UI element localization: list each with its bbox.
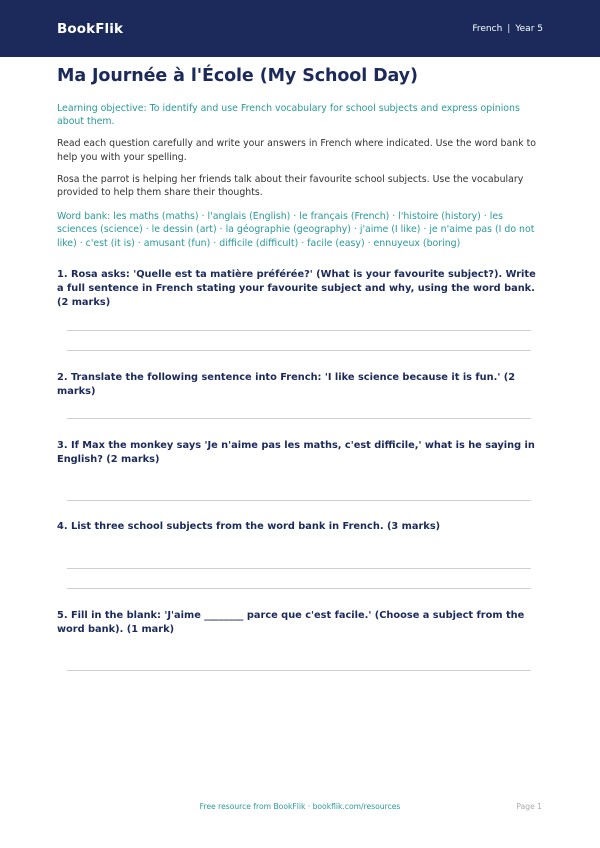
brand-logo: BookFlik (57, 20, 124, 37)
answer-line[interactable] (67, 330, 531, 331)
answer-line[interactable] (67, 670, 531, 671)
learning-objective: Learning objective: To identify and use French vocabulary for school subjects and express opinions about them. (57, 103, 520, 128)
footer-source-link[interactable]: Free resource from BookFlik · bookflik.com/resources (199, 802, 401, 811)
instructions-text: Read each question carefully and write your answers in French where indicated. Use the word bank to help you with your spelling. (57, 138, 536, 163)
question-3: 3. If Max the monkey says 'Je n'aime pas les maths, c'est difficile,' what is he saying in English? (2 marks) (57, 440, 535, 465)
answer-line[interactable] (67, 500, 531, 501)
answer-line[interactable] (67, 568, 531, 569)
context-text: Rosa the parrot is helping her friends talk about their favourite school subjects. Use the vocabulary provided to help them share their thoughts. (57, 173, 524, 199)
question-2: 2. Translate the following sentence into French: 'I like science because it is fun.' (2 marks) (57, 372, 516, 397)
page-header (0, 0, 600, 57)
question-1: 1. Rosa asks: 'Quelle est ta matière préférée?' (What is your favourite subject?). Write a full sentence in French stating your favourite subject and why, using the word bank. (2 marks) (57, 269, 536, 308)
worksheet-intro (57, 64, 543, 250)
page-number: Page 1 (516, 802, 542, 811)
page-footer (0, 802, 600, 816)
page-title: Ma Journée à l'École (My School Day) (57, 66, 418, 86)
answer-line[interactable] (67, 588, 531, 589)
answer-line[interactable] (67, 418, 531, 419)
word-bank: Word bank: les maths (maths) · l'anglais (English) · le français (French) · l'histoire (history) · les sciences (science) · le dessin (art) · la géographie (geography) · j'aime (I like) · je n'aime pas (I do not like) · c'est (it is) · amusant (fun) · difficile (difficult) · facile (easy) · ennuyeux (boring) (57, 211, 535, 249)
question-5: 5. Fill in the blank: 'J'aime ________ parce que c'est facile.' (Choose a subject from the word bank). (1 mark) (57, 610, 525, 635)
answer-line[interactable] (67, 350, 531, 351)
subject-label: French (472, 23, 503, 34)
question-4: 4. List three school subjects from the word bank in French. (3 marks) (57, 521, 441, 532)
year-label: Year 5 (515, 23, 543, 34)
subject-year-label (472, 24, 543, 34)
meta-separator: | (507, 23, 511, 34)
